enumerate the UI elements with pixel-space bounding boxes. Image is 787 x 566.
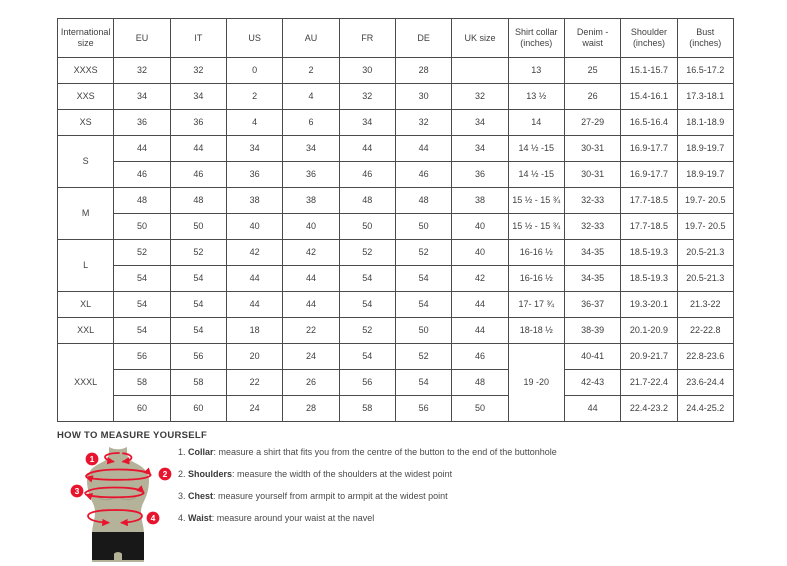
table-cell: 56 [395, 396, 451, 422]
table-cell: 32-33 [564, 214, 620, 240]
table-cell: 40 [452, 240, 508, 266]
table-cell: 34 [226, 136, 282, 162]
table-cell: 54 [395, 292, 451, 318]
table-cell: 48 [114, 188, 170, 214]
table-cell: 48 [170, 188, 226, 214]
table-cell: 23.6-24.4 [677, 370, 733, 396]
table-cell: 54 [395, 370, 451, 396]
table-cell: 54 [170, 318, 226, 344]
table-cell: 44 [283, 292, 339, 318]
table-cell: 21.7-22.4 [621, 370, 677, 396]
table-cell: 50 [395, 214, 451, 240]
table-cell: 42-43 [564, 370, 620, 396]
size-label-cell: XXL [58, 318, 114, 344]
table-cell: 2 [283, 58, 339, 84]
table-cell: 44 [452, 292, 508, 318]
table-cell: 32 [395, 110, 451, 136]
table-cell: 16.9-17.7 [621, 136, 677, 162]
table-cell: 58 [170, 370, 226, 396]
table-cell: 14 ½ -15 [508, 136, 564, 162]
column-header: UK size [452, 19, 508, 58]
size-label-cell: L [58, 240, 114, 292]
measure-item-label: Waist [188, 513, 212, 523]
table-row [58, 58, 734, 84]
table-cell: 21.3-22 [677, 292, 733, 318]
table-cell: 17.3-18.1 [677, 84, 733, 110]
table-cell: 18-18 ½ [508, 318, 564, 344]
table-cell: 40-41 [564, 344, 620, 370]
measure-item-label: Shoulders [188, 469, 233, 479]
table-cell: 48 [452, 370, 508, 396]
table-row [58, 240, 734, 266]
table-cell: 46 [114, 162, 170, 188]
table-cell: 46 [395, 162, 451, 188]
measure-item-number: 4. [178, 513, 186, 523]
table-cell: 20.1-20.9 [621, 318, 677, 344]
table-cell: 54 [114, 292, 170, 318]
table-cell: 30-31 [564, 136, 620, 162]
table-cell: 32 [339, 84, 395, 110]
table-cell: 4 [226, 110, 282, 136]
table-cell: 27-29 [564, 110, 620, 136]
column-header: Shirt collar (inches) [508, 19, 564, 58]
table-cell: 32 [170, 58, 226, 84]
column-header: International size [58, 19, 114, 58]
table-cell: 17.7-18.5 [621, 214, 677, 240]
column-header: Bust (inches) [677, 19, 733, 58]
table-row [58, 136, 734, 162]
table-cell: 36 [452, 162, 508, 188]
column-header: Shoulder (inches) [621, 19, 677, 58]
table-cell: 52 [114, 240, 170, 266]
measure-item-shoulders [178, 463, 557, 485]
table-cell: 48 [339, 188, 395, 214]
table-cell: 54 [170, 292, 226, 318]
table-row [58, 344, 734, 370]
size-label-cell: M [58, 188, 114, 240]
table-cell: 52 [339, 240, 395, 266]
table-cell: 18.5-19.3 [621, 240, 677, 266]
table-cell: 17- 17 ¾ [508, 292, 564, 318]
table-cell: 42 [283, 240, 339, 266]
table-cell: 52 [170, 240, 226, 266]
table-cell: 36 [283, 162, 339, 188]
table-cell: 15.1-15.7 [621, 58, 677, 84]
size-label-cell: XXS [58, 84, 114, 110]
table-cell: 54 [114, 318, 170, 344]
table-cell: 18.1-18.9 [677, 110, 733, 136]
table-cell: 36 [226, 162, 282, 188]
table-cell: 44 [226, 292, 282, 318]
size-chart-table [57, 18, 734, 422]
table-cell: 56 [170, 344, 226, 370]
table-cell: 50 [395, 318, 451, 344]
table-cell: 13 [508, 58, 564, 84]
size-label-cell: XXXL [58, 344, 114, 422]
table-cell: 54 [114, 266, 170, 292]
table-cell: 34 [452, 136, 508, 162]
table-cell: 34-35 [564, 240, 620, 266]
measure-section-title: HOW TO MEASURE YOURSELF [57, 430, 208, 441]
table-cell: 15 ½ - 15 ¾ [508, 214, 564, 240]
table-cell: 17.7-18.5 [621, 188, 677, 214]
table-cell: 30 [339, 58, 395, 84]
table-cell: 56 [339, 370, 395, 396]
table-cell: 44 [114, 136, 170, 162]
table-cell: 58 [114, 370, 170, 396]
table-cell: 54 [339, 266, 395, 292]
measure-item-text: : measure the width of the shoulders at the widest point [232, 469, 453, 479]
table-cell: 34-35 [564, 266, 620, 292]
size-label-cell: XS [58, 110, 114, 136]
table-cell: 6 [283, 110, 339, 136]
table-cell: 32 [452, 84, 508, 110]
measure-item-text: : measure around your waist at the navel [211, 513, 375, 523]
table-cell: 50 [452, 396, 508, 422]
table-cell: 50 [114, 214, 170, 240]
table-cell: 36 [114, 110, 170, 136]
table-cell: 40 [226, 214, 282, 240]
table-row [58, 266, 734, 292]
column-header: FR [339, 19, 395, 58]
table-cell: 38-39 [564, 318, 620, 344]
table-cell: 34 [339, 110, 395, 136]
table-cell: 18 [226, 318, 282, 344]
table-cell: 44 [564, 396, 620, 422]
table-cell: 40 [452, 214, 508, 240]
table-cell: 22 [226, 370, 282, 396]
table-cell: 13 ½ [508, 84, 564, 110]
measure-item-waist [178, 507, 557, 529]
table-cell: 19 -20 [508, 344, 564, 422]
measure-instructions-list [178, 441, 557, 529]
table-cell: 56 [114, 344, 170, 370]
column-header: US [226, 19, 282, 58]
table-cell: 52 [395, 240, 451, 266]
table-cell: 28 [395, 58, 451, 84]
torso-figure-svg [68, 444, 180, 566]
table-row [58, 370, 734, 396]
table-cell: 2 [226, 84, 282, 110]
measure-item-number: 3. [178, 491, 186, 501]
measure-item-label: Chest [188, 491, 214, 501]
table-cell: 18.9-19.7 [677, 136, 733, 162]
table-cell: 58 [339, 396, 395, 422]
table-cell: 20 [226, 344, 282, 370]
table-cell: 4 [283, 84, 339, 110]
measure-badge-4: 4 [150, 513, 156, 523]
table-cell: 16.5-17.2 [677, 58, 733, 84]
table-cell: 26 [564, 84, 620, 110]
table-row [58, 214, 734, 240]
table-cell: 38 [452, 188, 508, 214]
table-cell: 46 [452, 344, 508, 370]
table-cell: 52 [339, 318, 395, 344]
table-cell: 22-22.8 [677, 318, 733, 344]
table-cell: 19.7- 20.5 [677, 214, 733, 240]
table-cell: 54 [339, 292, 395, 318]
table-cell: 16.5-16.4 [621, 110, 677, 136]
table-cell: 60 [170, 396, 226, 422]
table-cell: 30 [395, 84, 451, 110]
table-cell: 54 [170, 266, 226, 292]
table-cell: 32-33 [564, 188, 620, 214]
table-cell: 32 [114, 58, 170, 84]
column-header: AU [283, 19, 339, 58]
table-cell: 18.9-19.7 [677, 162, 733, 188]
measure-badge-3: 3 [74, 486, 80, 496]
size-chart-header [58, 19, 734, 58]
size-label-cell: XL [58, 292, 114, 318]
table-cell: 24.4-25.2 [677, 396, 733, 422]
table-cell: 24 [226, 396, 282, 422]
table-cell: 34 [283, 136, 339, 162]
measure-item-number: 1. [178, 447, 186, 457]
table-row [58, 292, 734, 318]
table-cell: 19.7- 20.5 [677, 188, 733, 214]
table-cell: 19.3-20.1 [621, 292, 677, 318]
table-cell: 16-16 ½ [508, 266, 564, 292]
table-cell: 44 [395, 136, 451, 162]
measure-item-number: 2. [178, 469, 186, 479]
table-cell: 44 [170, 136, 226, 162]
measure-badge-2: 2 [162, 469, 168, 479]
table-row [58, 162, 734, 188]
measure-item-label: Collar [188, 447, 214, 457]
table-row [58, 396, 734, 422]
table-cell: 42 [226, 240, 282, 266]
table-row [58, 188, 734, 214]
table-cell: 42 [452, 266, 508, 292]
table-cell: 20.9-21.7 [621, 344, 677, 370]
table-cell: 44 [283, 266, 339, 292]
measure-badge-1: 1 [89, 454, 95, 464]
table-row [58, 84, 734, 110]
column-header: Denim - waist [564, 19, 620, 58]
table-cell: 34 [170, 84, 226, 110]
column-header: DE [395, 19, 451, 58]
torso-illustration [68, 444, 180, 566]
table-cell: 44 [339, 136, 395, 162]
table-cell: 22 [283, 318, 339, 344]
table-cell: 14 [508, 110, 564, 136]
column-header: IT [170, 19, 226, 58]
table-cell: 25 [564, 58, 620, 84]
table-cell: 44 [452, 318, 508, 344]
table-cell: 20.5-21.3 [677, 240, 733, 266]
table-cell: 38 [226, 188, 282, 214]
table-cell [452, 58, 508, 84]
measure-item-chest [178, 485, 557, 507]
table-cell: 28 [283, 396, 339, 422]
table-cell: 50 [339, 214, 395, 240]
table-cell: 34 [114, 84, 170, 110]
table-cell: 16.9-17.7 [621, 162, 677, 188]
table-cell: 52 [395, 344, 451, 370]
table-cell: 60 [114, 396, 170, 422]
table-cell: 48 [395, 188, 451, 214]
table-cell: 26 [283, 370, 339, 396]
table-cell: 34 [452, 110, 508, 136]
table-cell: 36-37 [564, 292, 620, 318]
table-cell: 30-31 [564, 162, 620, 188]
measure-item-text: : measure a shirt that fits you from the centre of the button to the end of the buttonhole [213, 447, 557, 457]
table-cell: 20.5-21.3 [677, 266, 733, 292]
size-chart-body [58, 58, 734, 422]
table-cell: 50 [170, 214, 226, 240]
measure-item-collar [178, 441, 557, 463]
table-cell: 22.8-23.6 [677, 344, 733, 370]
table-cell: 18.5-19.3 [621, 266, 677, 292]
table-row [58, 318, 734, 344]
table-cell: 14 ½ -15 [508, 162, 564, 188]
table-cell: 44 [226, 266, 282, 292]
table-cell: 24 [283, 344, 339, 370]
table-cell: 16-16 ½ [508, 240, 564, 266]
table-cell: 38 [283, 188, 339, 214]
table-cell: 54 [339, 344, 395, 370]
header-row [58, 19, 734, 58]
table-cell: 15.4-16.1 [621, 84, 677, 110]
size-label-cell: S [58, 136, 114, 188]
table-cell: 22.4-23.2 [621, 396, 677, 422]
table-cell: 40 [283, 214, 339, 240]
column-header: EU [114, 19, 170, 58]
measure-item-text: : measure yourself from armpit to armpit at the widest point [213, 491, 448, 501]
table-cell: 54 [395, 266, 451, 292]
table-row [58, 110, 734, 136]
table-cell: 15 ½ - 15 ¾ [508, 188, 564, 214]
table-cell: 46 [170, 162, 226, 188]
table-cell: 0 [226, 58, 282, 84]
size-label-cell: XXXS [58, 58, 114, 84]
table-cell: 36 [170, 110, 226, 136]
table-cell: 46 [339, 162, 395, 188]
